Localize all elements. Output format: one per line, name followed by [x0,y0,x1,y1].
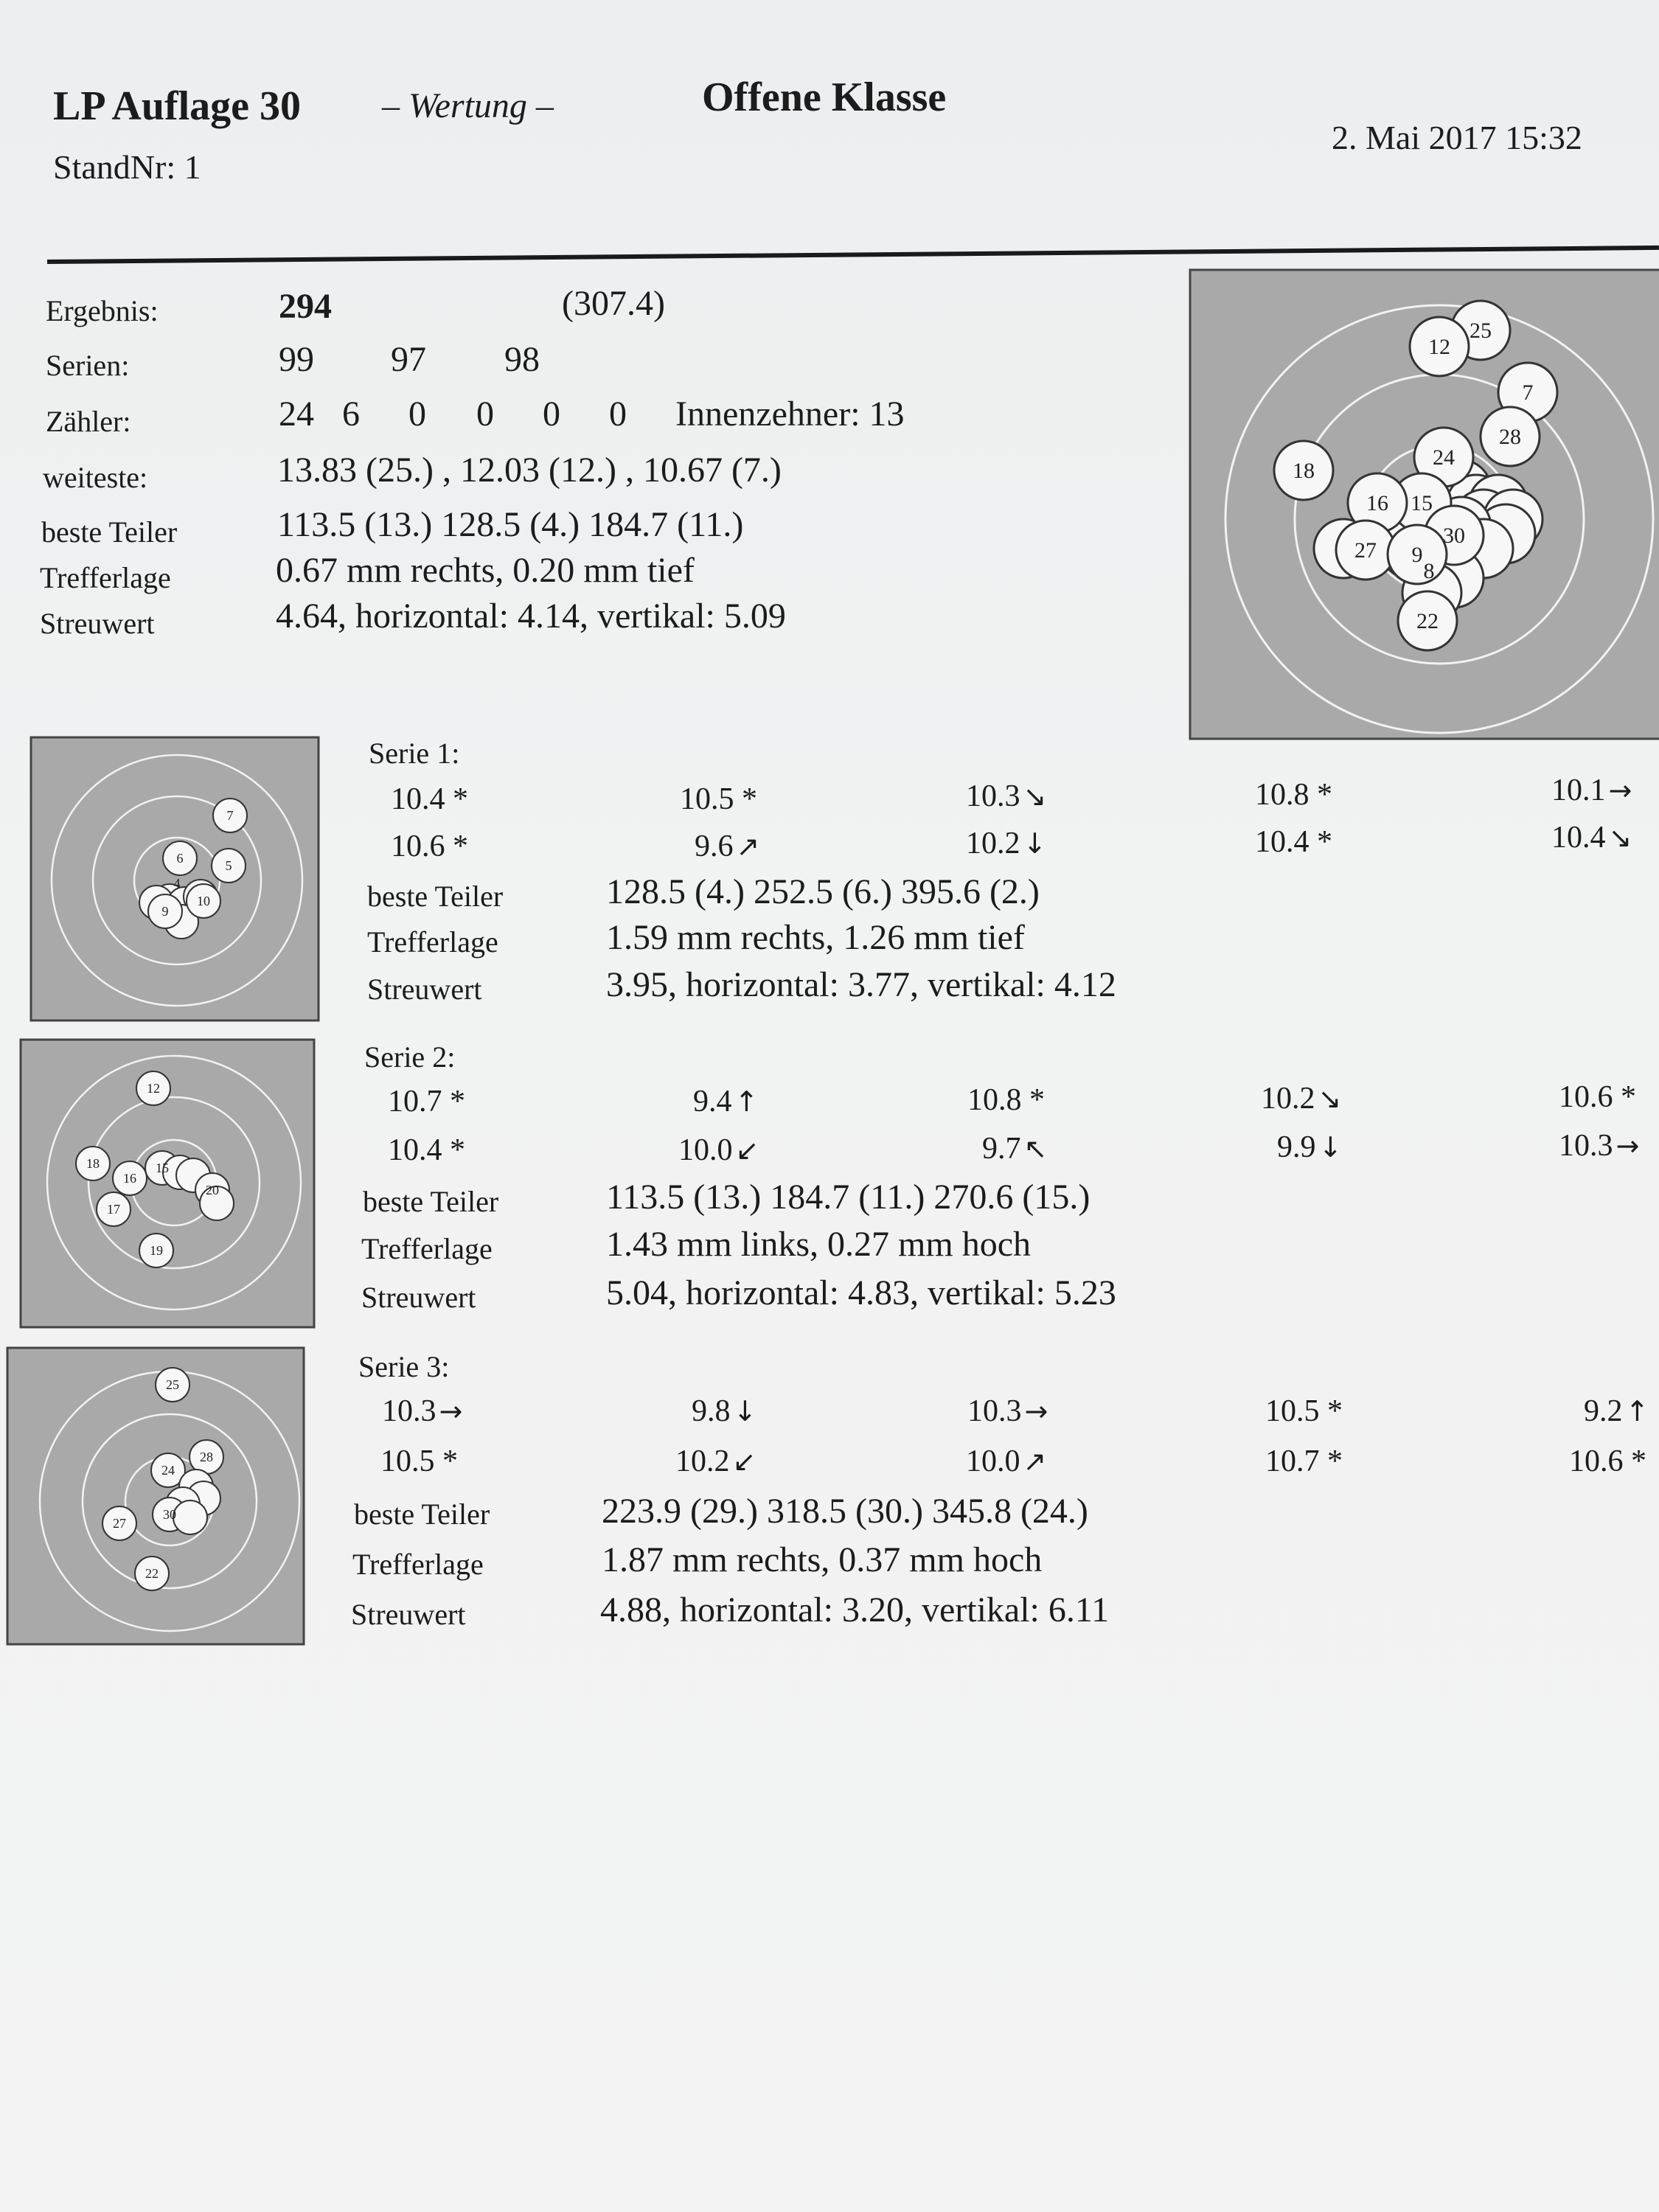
serie1-beste-label: beste Teiler [367,880,504,913]
class-label: Offene Klasse [702,74,947,120]
s2-target-label: 19 [150,1243,163,1258]
main-target-label: 15 [1411,491,1433,515]
serie1-trefferlage-label: Trefferlage [367,925,498,959]
main-target-label: 24 [1433,445,1455,470]
serie3-beste-value: 223.9 (29.) 318.5 (30.) 345.8 (24.) [602,1492,1088,1531]
label-trefferlage: Trefferlage [40,561,171,594]
serie2-shot: 9.4 ↑ [693,1085,759,1119]
serie2-shot: 10.0 ↙ [678,1133,759,1167]
serie1-shot: 10.8 * [1255,778,1332,812]
serie1-streuwert-value: 3.95, horizontal: 3.77, vertikal: 4.12 [606,965,1116,1004]
main-target-label: 28 [1499,425,1521,449]
main-target-label: 12 [1428,335,1450,359]
serie1-target-image [29,736,320,1022]
main-target-label: 18 [1293,459,1315,483]
serie1-shot: 10.3 ↘ [966,779,1047,813]
s3-target-label: 24 [161,1463,175,1478]
zaehler-6: 0 [609,394,627,434]
weiteste-value: 13.83 (25.) , 12.03 (12.) , 10.67 (7.) [277,451,782,490]
s3-target-label: 30 [163,1507,176,1522]
page-subtitle: – Wertung – [382,86,554,125]
main-target-label: 30 [1443,524,1465,548]
serie3-target-image [6,1346,305,1646]
trefferlage-value: 0.67 mm rechts, 0.20 mm tief [276,551,695,590]
serien-2: 97 [391,340,426,379]
serie2-title: Serie 2: [364,1040,456,1074]
label-serien: Serien: [46,349,130,382]
zaehler-5: 0 [543,394,560,434]
serie3-trefferlage-label: Trefferlage [352,1548,484,1581]
serie3-shot: 10.7 * [1265,1444,1343,1478]
zaehler-3: 0 [408,394,426,434]
beste-teiler-value: 113.5 (13.) 128.5 (4.) 184.7 (11.) [277,505,744,544]
serie1-trefferlage-value: 1.59 mm rechts, 1.26 mm tief [606,918,1025,957]
date-time: 2. Mai 2017 15:32 [1332,119,1582,156]
serien-3: 98 [504,340,540,379]
main-target-label: 27 [1354,538,1377,563]
serie2-shot: 10.8 * [967,1083,1045,1117]
serie2-target-image [19,1038,316,1329]
s2-target-label: 16 [123,1171,136,1186]
serie2-streuwert-label: Streuwert [361,1281,476,1314]
main-target-label: 9 [1411,543,1423,567]
main-target-label: 16 [1366,491,1388,515]
serie2-shot: 10.2 ↘ [1261,1082,1342,1116]
label-weiteste: weiteste: [43,461,148,494]
serie1-title: Serie 1: [369,737,460,770]
main-target-label: 8 [1423,559,1435,583]
serie1-shot: 10.4 * [391,782,468,816]
serie1-shot: 9.6 ↗ [695,830,760,863]
serie3-shot: 10.3 → [967,1394,1048,1428]
s2-target-label: 12 [147,1081,160,1096]
ergebnis-value: 294 [279,287,332,326]
main-target-image [1189,268,1659,740]
s3-target-label: 25 [166,1377,179,1392]
serie1-shot: 10.4 * [1255,825,1332,859]
serie2-shot: 9.9 ↓ [1277,1130,1343,1164]
label-zaehler: Zähler: [46,405,131,438]
serie3-title: Serie 3: [358,1350,450,1383]
serie1-beste-value: 128.5 (4.) 252.5 (6.) 395.6 (2.) [606,872,1040,911]
serie2-trefferlage-value: 1.43 mm links, 0.27 mm hoch [606,1225,1031,1264]
stand-number: StandNr: 1 [53,148,201,186]
serie2-shot: 10.4 * [388,1133,465,1167]
s2-target-label: 15 [156,1161,169,1175]
s3-target-label: 22 [145,1566,159,1581]
serie3-streuwert-label: Streuwert [351,1598,466,1631]
label-beste-teiler: beste Teiler [41,515,178,549]
label-ergebnis: Ergebnis: [46,294,159,327]
s1-target-label: 5 [225,858,232,873]
serie1-shot: 10.5 * [680,782,757,816]
serie1-streuwert-label: Streuwert [367,973,482,1006]
zaehler-4: 0 [476,394,494,434]
serie2-beste-value: 113.5 (13.) 184.7 (11.) 270.6 (15.) [606,1178,1091,1217]
s3-target-label: 28 [200,1450,213,1464]
streuwert-value: 4.64, horizontal: 4.14, vertikal: 5.09 [276,597,786,636]
serie2-shot: 9.7 ↖ [982,1132,1048,1166]
serie2-streuwert-value: 5.04, horizontal: 4.83, vertikal: 5.23 [606,1273,1116,1312]
header-divider [47,246,1659,264]
s1-target-label: 6 [176,851,184,866]
serie1-shot: 10.1 → [1551,773,1632,807]
serie3-streuwert-value: 4.88, horizontal: 3.20, vertikal: 6.11 [600,1590,1110,1630]
page-title: LP Auflage 30 [53,83,302,129]
serie3-shot: 10.0 ↗ [966,1444,1047,1478]
serie3-shot: 10.3 → [382,1394,463,1428]
serie2-shot: 10.3 → [1559,1129,1640,1163]
serie2-beste-label: beste Teiler [363,1185,499,1218]
innenzehner: Innenzehner: 13 [675,394,905,434]
label-streuwert: Streuwert [40,607,155,640]
serie3-shot: 10.5 * [380,1444,458,1478]
serien-1: 99 [279,340,314,379]
main-target-label: 7 [1522,380,1534,405]
s1-target-label: 10 [197,894,210,908]
s2-target-label: 18 [86,1156,100,1171]
s2-target-label: 20 [206,1183,219,1197]
s3-target-label: 27 [113,1516,126,1531]
serie2-trefferlage-label: Trefferlage [361,1232,493,1265]
serie3-beste-label: beste Teiler [354,1498,490,1531]
zaehler-1: 24 [279,394,314,434]
zaehler-2: 6 [342,394,360,434]
serie1-shot: 10.2 ↓ [966,827,1047,860]
main-target-label: 25 [1470,319,1492,343]
s2-target-label: 17 [107,1202,120,1217]
serie2-shot: 10.7 * [388,1085,465,1119]
main-target-label: 22 [1416,609,1439,633]
serie3-shot: 9.8 ↓ [692,1394,757,1428]
serie3-trefferlage-value: 1.87 mm rechts, 0.37 mm hoch [602,1540,1043,1579]
serie3-shot: 10.6 * [1569,1444,1646,1478]
ergebnis-decimal: (307.4) [562,284,665,323]
serie3-shot: 10.5 * [1265,1394,1343,1428]
serie3-shot: 9.2 ↑ [1584,1394,1649,1428]
serie2-shot: 10.6 * [1559,1080,1636,1114]
s1-target-label: 7 [226,808,234,823]
s1-target-label: 4 [173,876,181,891]
serie1-shot: 10.4 ↘ [1551,821,1632,855]
s1-target-label: 9 [161,904,169,919]
serie3-shot: 10.2 ↙ [675,1444,757,1478]
serie1-shot: 10.6 * [391,830,468,863]
